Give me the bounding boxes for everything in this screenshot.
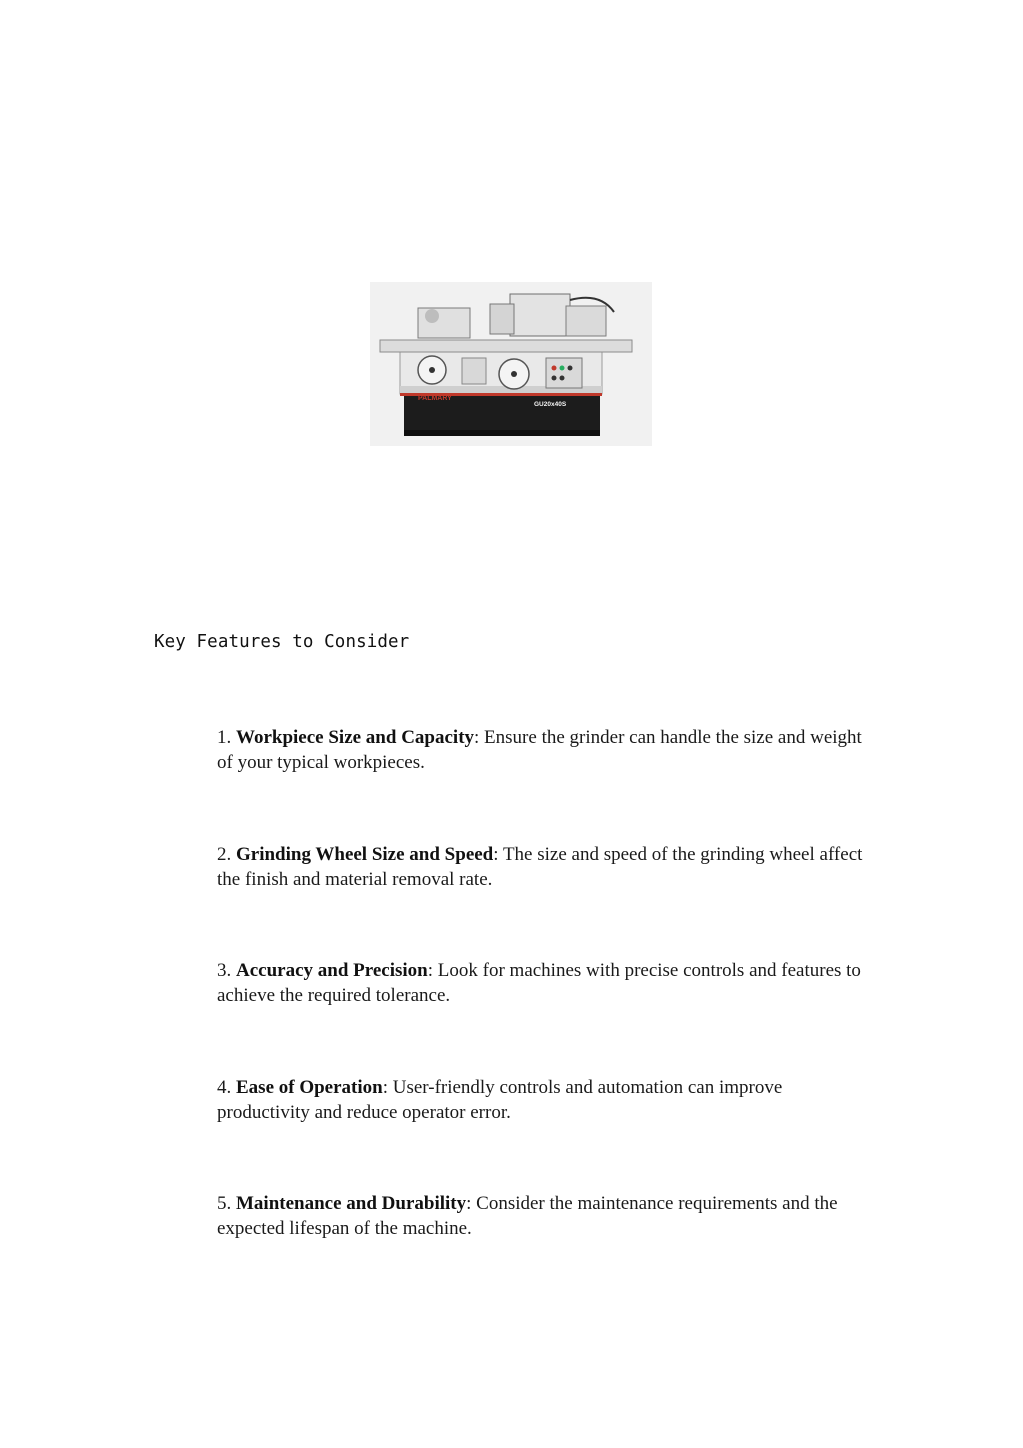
feature-text: : The size and speed of the grinding wheel affect the finish and material removal rate. [217,844,863,890]
model-label: GU20x40S [534,401,567,408]
feature-text: : Consider the maintenance requirements and the expected lifespan of the machine. [217,1193,838,1239]
feature-title: Grinding Wheel Size and Speed [236,844,494,865]
feature-number: 1. [217,727,232,748]
feature-number: 3. [217,960,232,981]
feature-item [217,1076,877,1125]
feature-title: Maintenance and Durability [236,1193,467,1214]
feature-title: Ease of Operation [236,1077,383,1098]
feature-number: 2. [217,844,232,865]
grinding-machine-image [370,282,652,446]
feature-text: : Look for machines with precise controls and features to achieve the required tolerance. [217,960,861,1006]
brand-label: PALMARY [418,395,452,402]
feature-number: 4. [217,1077,232,1098]
feature-item [217,1192,877,1241]
feature-number: 5. [217,1193,232,1214]
feature-text: : User-friendly controls and automation can improve productivity and reduce operator error. [217,1077,783,1123]
feature-item [217,843,877,892]
feature-title: Accuracy and Precision [236,960,428,981]
section-heading: Key Features to Consider [154,632,410,652]
feature-title: Workpiece Size and Capacity [236,727,475,748]
feature-item [217,726,877,775]
feature-item [217,959,877,1008]
feature-text: : Ensure the grinder can handle the size and weight of your typical workpieces. [217,727,862,773]
